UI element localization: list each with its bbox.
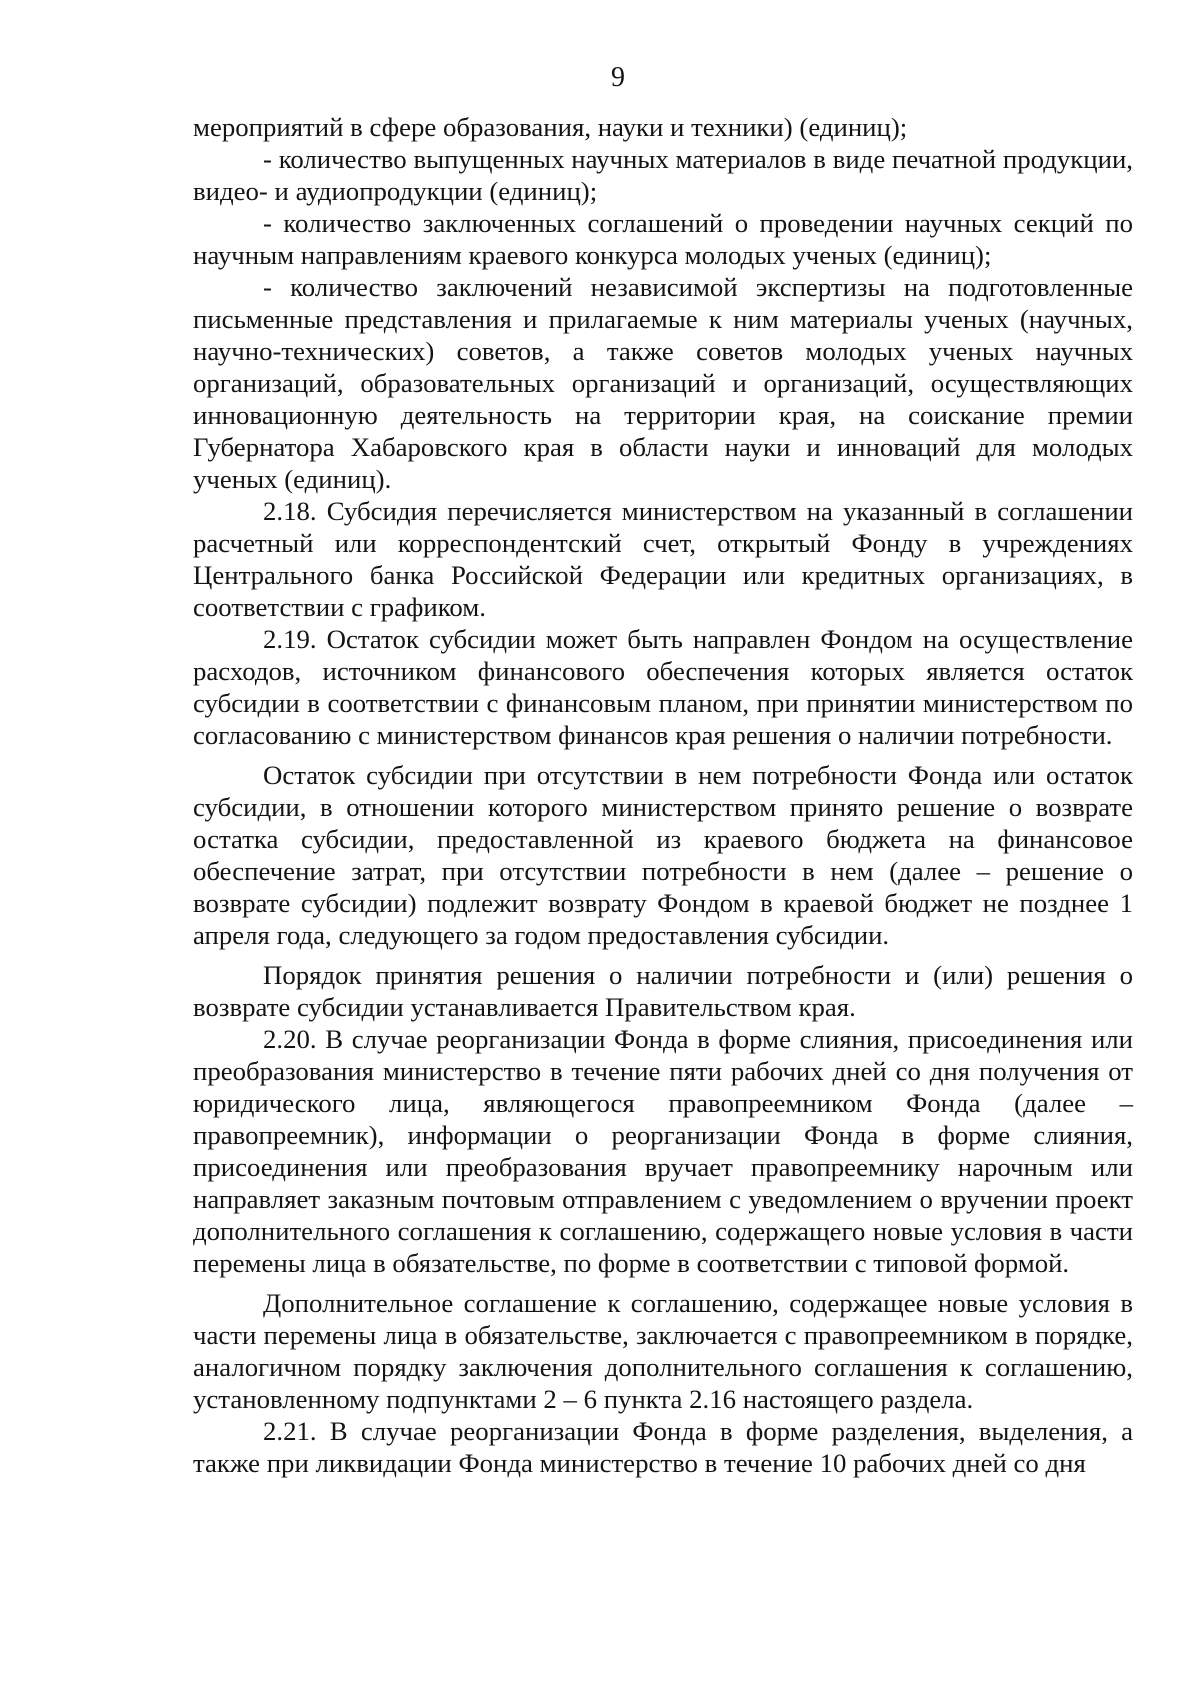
clause-2-20: 2.20. В случае реорганизации Фонда в форме слияния, присоединения или преобразования министерство в течение пяти рабочих дней со дня получения от юридического лица, являющегося правопреемником Фонда (далее – правопреемник), информации о реорганизации Фонда в форме слияния, присоединения или преобразования вручает правопреемнику нарочным или направляет заказным почтовым отправлением с уведомлением о вручении проект дополнительного соглашения к соглашению, содержащего новые условия в части перемены лица в обязательстве, по форме в соответствии с типовой формой.: [193, 1024, 1133, 1278]
list-item-agreements: - количество заключенных соглашений о проведении научных секций по научным направлениям краевого конкурса молодых ученых (единиц);: [193, 208, 1133, 270]
paragraph-subsidy-remainder: Остаток субсидии при отсутствии в нем потребности Фонда или остаток субсидии, в отношении которого министерством принято решение о возврате остатка субсидии, предоставленной из краевого бюджета на финансовое обеспечение затрат, при отсутствии потребности в нем (далее – решение о возврате субсидии) подлежит возврату Фондом в краевой бюджет не позднее 1 апреля года, следующего за годом предоставления субсидии.: [193, 760, 1133, 950]
list-item-printed-materials: - количество выпущенных научных материалов в виде печатной продукции, видео- и аудиопродукции (единиц);: [193, 144, 1133, 206]
clause-2-18: 2.18. Субсидия перечисляется министерством на указанный в соглашении расчетный или корреспондентский счет, открытый Фонду в учреждениях Центрального банка Российской Федерации или кредитных организациях, в соответствии с графиком.: [193, 496, 1133, 622]
list-item-expert-reviews: - количество заключений независимой экспертизы на подготовленные письменные представления и прилагаемые к ним материалы ученых (научных, научно-технических) советов, а также советов молодых ученых научных организаций, образовательных организаций и организаций, осуществляющих инновационную деятельность на территории края, на соискание премии Губернатора Хабаровского края в области науки и инноваций для молодых ученых (единиц).: [193, 272, 1133, 494]
document-body: [193, 111, 1133, 1479]
clause-2-21: 2.21. В случае реорганизации Фонда в форме разделения, выделения, а также при ликвидации Фонда министерство в течение 10 рабочих дней со дня: [193, 1416, 1133, 1478]
clause-2-19: 2.19. Остаток субсидии может быть направлен Фондом на осуществление расходов, источником финансового обеспечения которых является остаток субсидии в соответствии с финансовым планом, при принятии министерством по согласованию с министерством финансов края решения о наличии потребности.: [193, 624, 1133, 750]
paragraph-continuation: мероприятий в сфере образования, науки и техники) (единиц);: [193, 112, 908, 142]
paragraph-decision-procedure: Порядок принятия решения о наличии потребности и (или) решения о возврате субсидии устанавливается Правительством края.: [193, 960, 1133, 1022]
page-number: 9: [611, 62, 625, 93]
paragraph-additional-agreement: Дополнительное соглашение к соглашению, содержащее новые условия в части перемены лица в обязательстве, заключается с правопреемником в порядке, аналогичном порядку заключения дополнительного соглашения к соглашению, установленному подпунктами 2 – 6 пункта 2.16 настоящего раздела.: [193, 1288, 1133, 1414]
